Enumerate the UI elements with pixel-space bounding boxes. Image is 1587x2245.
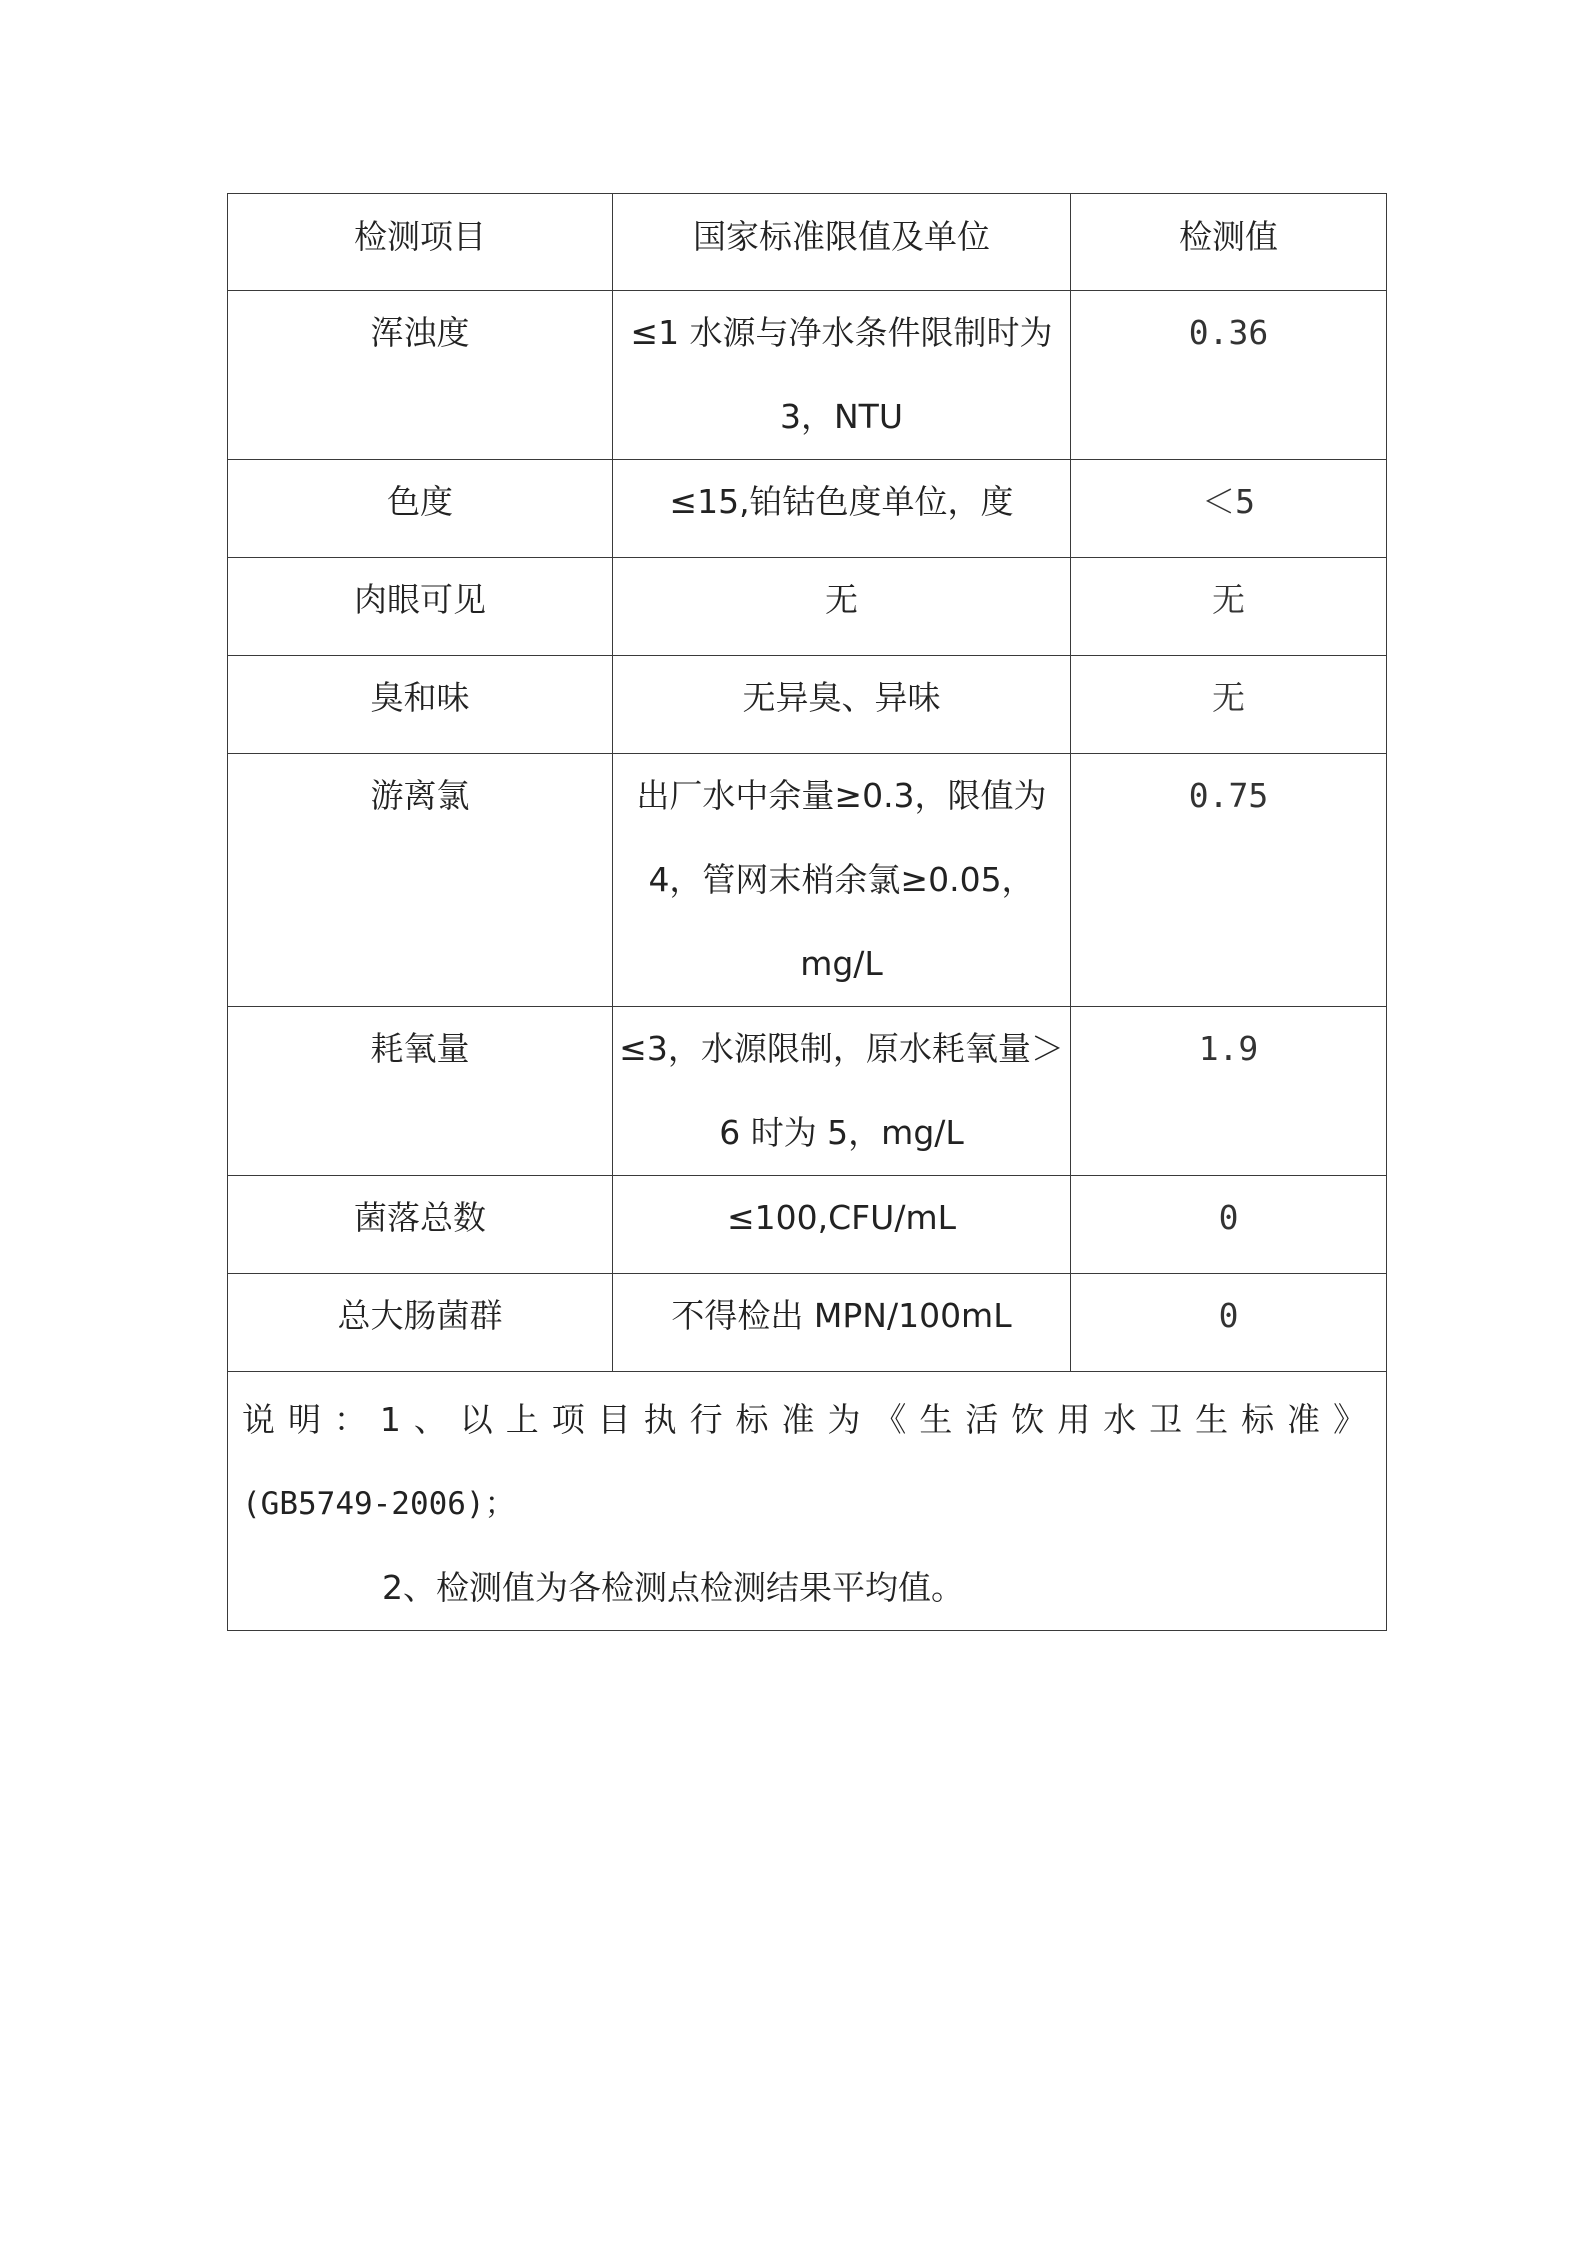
row-item: 色度 xyxy=(228,460,613,558)
row-standard: 出厂水中余量≥0.3，限值为 4，管网末梢余氯≥0.05，mg/L xyxy=(613,754,1071,1007)
table-note-row xyxy=(228,1372,1387,1631)
table-row xyxy=(228,754,1387,1007)
row-standard: 不得检出 MPN/100mL xyxy=(613,1274,1071,1372)
row-item: 总大肠菌群 xyxy=(228,1274,613,1372)
row-item: 菌落总数 xyxy=(228,1176,613,1274)
row-item: 耗氧量 xyxy=(228,1007,613,1176)
table-note xyxy=(228,1372,1387,1631)
table-row xyxy=(228,1274,1387,1372)
row-item: 肉眼可见 xyxy=(228,558,613,656)
header-value: 检测值 xyxy=(1071,194,1387,291)
table-row xyxy=(228,558,1387,656)
note-line-standard: 说明：1、以上项目执行标准为《生活饮用水卫生标准》 xyxy=(242,1400,1368,1439)
row-item: 游离氯 xyxy=(228,754,613,1007)
header-standard: 国家标准限值及单位 xyxy=(613,194,1071,291)
note-line-average: 2、检测值为各检测点检测结果平均值。 xyxy=(382,1568,964,1607)
row-value: ＜5 xyxy=(1071,460,1387,558)
row-value: 0.36 xyxy=(1071,291,1387,460)
row-item: 臭和味 xyxy=(228,656,613,754)
row-value: 无 xyxy=(1071,558,1387,656)
table-row xyxy=(228,460,1387,558)
row-standard: ≤1 水源与净水条件限制时为 3，NTU xyxy=(613,291,1071,460)
row-standard: 无 xyxy=(613,558,1071,656)
table-row xyxy=(228,1176,1387,1274)
row-value: 1.9 xyxy=(1071,1007,1387,1176)
row-value: 无 xyxy=(1071,656,1387,754)
table-row xyxy=(228,656,1387,754)
row-standard: ≤3，水源限制，原水耗氧量＞6 时为 5，mg/L xyxy=(613,1007,1071,1176)
water-quality-table xyxy=(227,193,1387,1631)
row-value: 0 xyxy=(1071,1274,1387,1372)
row-item: 浑浊度 xyxy=(228,291,613,460)
table-row xyxy=(228,1007,1387,1176)
header-item: 检测项目 xyxy=(228,194,613,291)
note-line-code: (GB5749-2006)； xyxy=(242,1486,516,1522)
row-value: 0.75 xyxy=(1071,754,1387,1007)
row-standard: ≤100,CFU/mL xyxy=(613,1176,1071,1274)
row-standard: ≤15,铂钴色度单位，度 xyxy=(613,460,1071,558)
row-value: 0 xyxy=(1071,1176,1387,1274)
table-row xyxy=(228,291,1387,460)
table-header-row xyxy=(228,194,1387,291)
row-standard: 无异臭、异味 xyxy=(613,656,1071,754)
